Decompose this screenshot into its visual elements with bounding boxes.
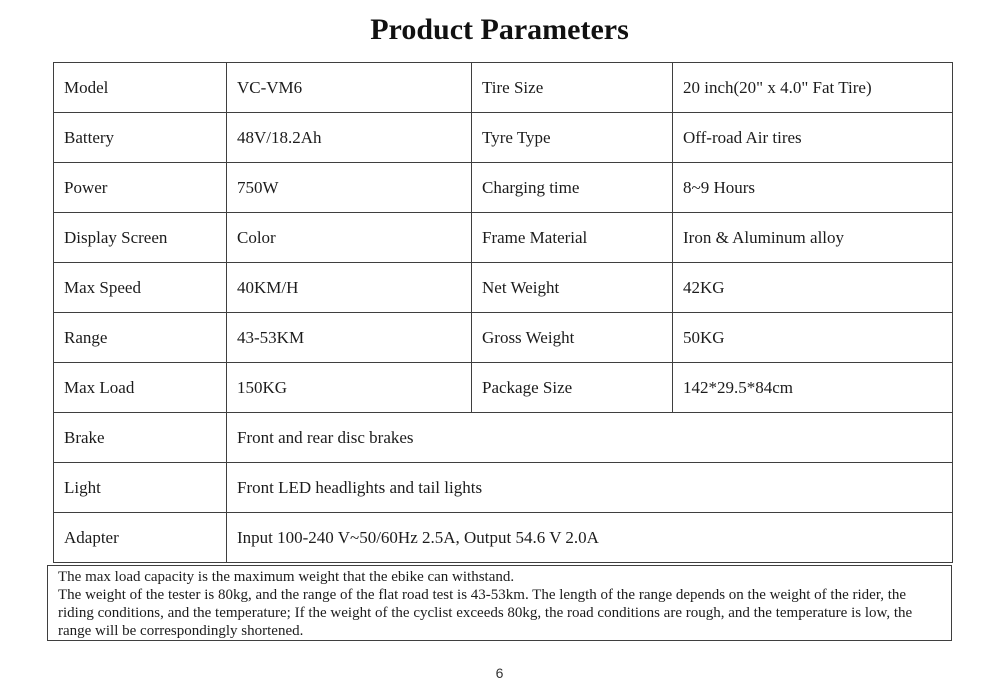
product-parameters-table bbox=[53, 62, 953, 563]
param-label: Brake bbox=[54, 413, 227, 463]
param-label: Max Speed bbox=[54, 263, 227, 313]
param-label: Net Weight bbox=[472, 263, 673, 313]
param-value: 8~9 Hours bbox=[673, 163, 953, 213]
param-value: 750W bbox=[227, 163, 472, 213]
param-value: 150KG bbox=[227, 363, 472, 413]
table-row-brake bbox=[54, 413, 953, 463]
page-number: 6 bbox=[495, 665, 504, 681]
param-label: Adapter bbox=[54, 513, 227, 563]
param-label: Range bbox=[54, 313, 227, 363]
param-label: Power bbox=[54, 163, 227, 213]
page-title: Product Parameters bbox=[370, 13, 629, 46]
table-row-display bbox=[54, 213, 953, 263]
param-value: Iron & Aluminum alloy bbox=[673, 213, 953, 263]
table-row-power bbox=[54, 163, 953, 213]
table-row-max-load bbox=[54, 363, 953, 413]
param-value: 48V/18.2Ah bbox=[227, 113, 472, 163]
param-label: Package Size bbox=[472, 363, 673, 413]
param-label: Light bbox=[54, 463, 227, 513]
param-value: 20 inch(20" x 4.0" Fat Tire) bbox=[673, 63, 953, 113]
param-label: Display Screen bbox=[54, 213, 227, 263]
note-line-max-load: The max load capacity is the maximum weight that the ebike can withstand. bbox=[58, 569, 515, 585]
table-row-range bbox=[54, 313, 953, 363]
param-value: 40KM/H bbox=[227, 263, 472, 313]
param-label: Gross Weight bbox=[472, 313, 673, 363]
param-value: 42KG bbox=[673, 263, 953, 313]
param-label: Tire Size bbox=[472, 63, 673, 113]
table-row-adapter bbox=[54, 513, 953, 563]
param-value: Off-road Air tires bbox=[673, 113, 953, 163]
table-row-max-speed bbox=[54, 263, 953, 313]
param-value: VC-VM6 bbox=[227, 63, 472, 113]
param-value: Input 100-240 V~50/60Hz 2.5A, Output 54.6 V 2.0A bbox=[227, 513, 953, 563]
param-value: 142*29.5*84cm bbox=[673, 363, 953, 413]
param-label: Max Load bbox=[54, 363, 227, 413]
note-paragraph-range: The weight of the tester is 80kg, and the range of the flat road test is 43-53km. The length of the range depends on the weight of the rider, the riding conditions, and the temperature; If the weight of the cyclist exceeds 80kg, the road conditions are rough, and the temperature is low, the range will be correspondingly shortened. bbox=[58, 587, 913, 639]
notes-box bbox=[47, 565, 952, 641]
param-value: 50KG bbox=[673, 313, 953, 363]
param-value: Color bbox=[227, 213, 472, 263]
table-row-battery bbox=[54, 113, 953, 163]
param-label: Model bbox=[54, 63, 227, 113]
param-label: Tyre Type bbox=[472, 113, 673, 163]
param-value: Front LED headlights and tail lights bbox=[227, 463, 953, 513]
param-value: 43-53KM bbox=[227, 313, 472, 363]
table-row-light bbox=[54, 463, 953, 513]
param-label: Frame Material bbox=[472, 213, 673, 263]
param-label: Charging time bbox=[472, 163, 673, 213]
param-label: Battery bbox=[54, 113, 227, 163]
param-value: Front and rear disc brakes bbox=[227, 413, 953, 463]
table-row-model bbox=[54, 63, 953, 113]
